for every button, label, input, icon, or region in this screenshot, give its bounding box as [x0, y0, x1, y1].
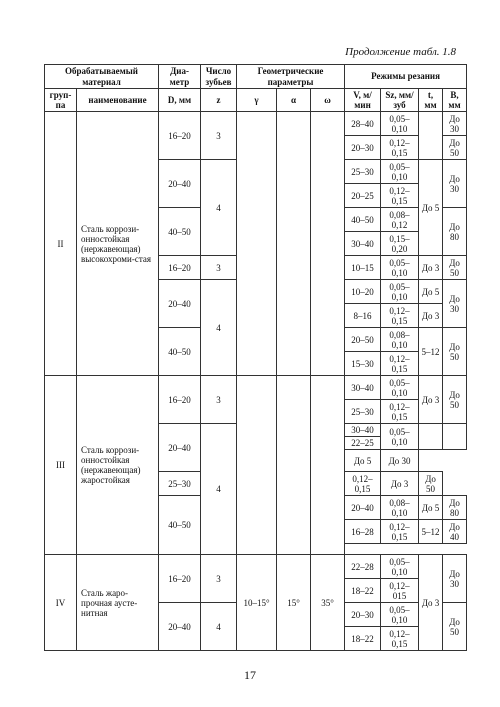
diameter-cell: 20–40 — [159, 603, 201, 651]
depth-cell: До 3 — [419, 555, 443, 651]
width-cell: До 30 — [381, 450, 419, 472]
teeth-cell: 4 — [201, 160, 237, 256]
z-header: z — [201, 89, 237, 112]
omega-header: ω — [311, 89, 345, 112]
sz-header: Sz, мм/зуб — [381, 89, 419, 112]
depth-cell: До 5 — [419, 280, 443, 304]
feed-cell: 0,05–0,10 — [381, 280, 419, 304]
diameter-cell: 16–20 — [159, 256, 201, 280]
depth-cell: До 5 — [419, 160, 443, 256]
speed-cell: 10–15 — [345, 256, 381, 280]
speed-cell: 25–30 — [345, 400, 381, 424]
depth-cell — [419, 424, 443, 450]
diameter-cell: 40–50 — [159, 208, 201, 256]
teeth-cell: 3 — [201, 555, 237, 603]
group-header: груп-па — [45, 89, 77, 112]
speed-cell: 8–16 — [345, 304, 381, 328]
width-cell: До 30 — [443, 160, 467, 208]
speed-cell: 25–30 — [159, 472, 201, 496]
width-cell: До 50 — [419, 472, 443, 496]
speed-cell: 30–40 — [345, 232, 381, 256]
width-cell: До 50 — [443, 603, 467, 651]
feed-cell: 0,12–015 — [381, 579, 419, 603]
group-number: III — [45, 376, 77, 555]
material-name: Сталь коррози-онностойкая (нержавеющая) жаростойкая — [77, 376, 159, 555]
gamma-cell — [237, 112, 277, 376]
feed-cell: 0,12–0,15 — [381, 184, 419, 208]
depth-cell: До 5 — [419, 496, 443, 520]
b-header: B, мм — [443, 89, 467, 112]
alpha-header: α — [277, 89, 311, 112]
page-number: 17 — [244, 668, 256, 682]
feed-cell: 0,12–0,15 — [381, 400, 419, 424]
width-cell: До 50 — [443, 256, 467, 280]
feed-cell: 0,05–0,10 — [381, 424, 419, 450]
alpha-cell — [277, 376, 311, 555]
width-cell: До 80 — [443, 208, 467, 256]
gamma-cell — [237, 376, 277, 555]
feed-cell: 0,08–0,10 — [381, 328, 419, 352]
cutting-modes-table — [44, 64, 467, 651]
width-cell: До 30 — [443, 555, 467, 603]
feed-cell: 0,05–0,10 — [381, 256, 419, 280]
teeth-cell: 3 — [201, 256, 237, 280]
group-number: II — [45, 112, 77, 376]
gamma-header: γ — [237, 89, 277, 112]
feed-cell: 0,05–0,10 — [381, 376, 419, 400]
depth-cell: До 5 — [345, 450, 381, 472]
speed-cell: 20–25 — [345, 184, 381, 208]
speed-cell: 15–30 — [345, 352, 381, 376]
geometry-header: Геометрические параметры — [237, 65, 345, 89]
feed-cell: 0,12–0,15 — [381, 304, 419, 328]
feed-cell: 0,12–0,15 — [345, 472, 381, 496]
depth-cell: До 3 — [381, 472, 419, 496]
speed-cell: 30–40 — [345, 424, 381, 437]
header-row-1 — [45, 65, 467, 89]
material-name: Сталь коррози-онностойкая (нержавеющая) высокохроми-стая — [77, 112, 159, 376]
table-caption: Продолжение табл. 1.8 — [345, 46, 456, 58]
feed-cell: 0,05–0,10 — [381, 112, 419, 136]
speed-cell: 22–28 — [345, 555, 381, 579]
width-cell: До 50 — [443, 328, 467, 376]
speed-cell: 40–50 — [345, 208, 381, 232]
speed-cell: 18–22 — [345, 627, 381, 651]
speed-cell: 22–25 — [345, 437, 381, 450]
diameter-cell: 20–40 — [159, 160, 201, 208]
table-row — [45, 376, 467, 400]
diameter-cell: 40–50 — [159, 328, 201, 376]
width-cell — [443, 424, 467, 450]
diameter-cell: 20–40 — [159, 424, 201, 472]
width-cell: До 40 — [443, 520, 467, 544]
depth-cell: 5–12 — [419, 328, 443, 376]
depth-cell — [419, 112, 443, 160]
group-number: IV — [45, 555, 77, 651]
speed-cell: 25–30 — [345, 160, 381, 184]
depth-cell: 5–12 — [419, 520, 443, 544]
width-cell: До 50 — [443, 136, 467, 160]
depth-cell: До 3 — [419, 256, 443, 280]
teeth-cell: 3 — [201, 376, 237, 424]
width-cell: До 50 — [443, 376, 467, 424]
feed-cell: 0,12–0,15 — [381, 352, 419, 376]
feed-cell: 0,12–0,15 — [381, 136, 419, 160]
speed-cell: 30–40 — [345, 376, 381, 400]
feed-cell: 0,05–0,10 — [381, 603, 419, 627]
diameter-header: Диа-метр — [159, 65, 201, 89]
header-row-2 — [45, 89, 467, 112]
feed-cell: 0,12–0,15 — [381, 627, 419, 651]
speed-cell: 20–40 — [345, 496, 381, 520]
width-cell: До 30 — [443, 112, 467, 136]
teeth-cell: 4 — [201, 603, 237, 651]
speed-cell: 20–30 — [345, 136, 381, 160]
d-header: D, мм — [159, 89, 201, 112]
omega-cell — [311, 376, 345, 555]
diameter-cell: 40–50 — [159, 496, 201, 555]
teeth-cell: 4 — [201, 280, 237, 376]
v-header: V, м/мин — [345, 89, 381, 112]
diameter-cell: 16–20 — [159, 112, 201, 160]
material-header: Обрабатываемый материал — [45, 65, 159, 89]
feed-cell: 0,08–0,10 — [381, 496, 419, 520]
alpha-cell — [277, 112, 311, 376]
table-row — [45, 112, 467, 136]
name-header: наименование — [77, 89, 159, 112]
teeth-header: Число зубьев — [201, 65, 237, 89]
speed-cell: 18–22 — [345, 579, 381, 603]
speed-cell: 28–40 — [345, 112, 381, 136]
width-cell: До 80 — [443, 496, 467, 520]
diameter-cell: 20–40 — [159, 280, 201, 328]
omega-cell — [311, 112, 345, 376]
feed-cell: 0,15–0,20 — [381, 232, 419, 256]
speed-cell: 20–30 — [345, 603, 381, 627]
speed-cell: 10–20 — [345, 280, 381, 304]
gamma-cell: 10–15° — [237, 555, 277, 651]
teeth-cell: 4 — [201, 424, 237, 555]
material-name: Сталь жаро-прочная аусте-нитная — [77, 555, 159, 651]
speed-cell: 20–50 — [345, 328, 381, 352]
depth-cell: До 3 — [419, 304, 443, 328]
feed-cell: 0,08–0,12 — [381, 208, 419, 232]
feed-cell: 0,05–0,10 — [381, 160, 419, 184]
table-row — [45, 555, 467, 579]
diameter-cell: 16–20 — [159, 376, 201, 424]
alpha-cell: 15° — [277, 555, 311, 651]
diameter-cell: 16–20 — [159, 555, 201, 603]
modes-header: Режимы резания — [345, 65, 467, 89]
feed-cell: 0,05–0,10 — [381, 555, 419, 579]
width-cell: До 30 — [443, 280, 467, 328]
feed-cell: 0,12–0,15 — [381, 520, 419, 544]
omega-cell: 35° — [311, 555, 345, 651]
t-header: t, мм — [419, 89, 443, 112]
teeth-cell: 3 — [201, 112, 237, 160]
speed-cell: 16–28 — [345, 520, 381, 544]
depth-cell: До 3 — [419, 376, 443, 424]
